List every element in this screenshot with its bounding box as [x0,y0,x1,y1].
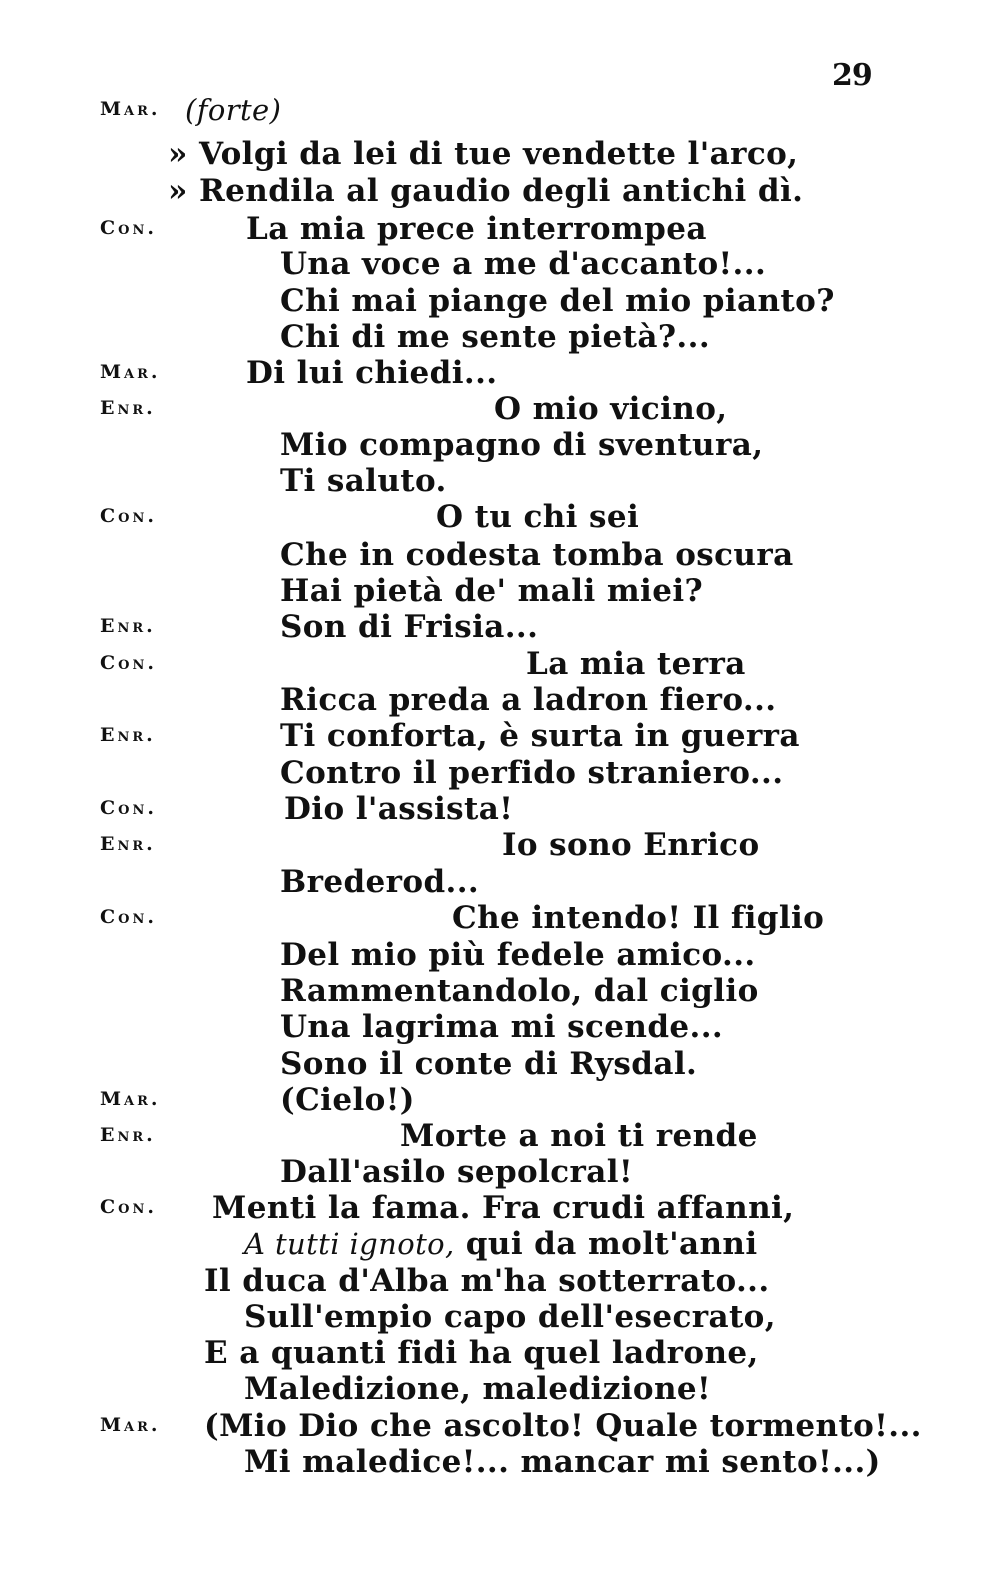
verse-line [0,718,1000,754]
verse-words: (Cielo!) [280,1082,415,1118]
verse-words: Morte a noi ti rende [400,1118,758,1154]
verse-words: Ti saluto. [280,463,447,499]
verse-text [212,1190,794,1226]
verse-line [0,1299,1000,1335]
verse-text [280,246,766,282]
verse-text [280,682,777,718]
verse-line [0,682,1000,718]
verse-words: Il duca d'Alba m'ha sotterrato... [204,1263,770,1299]
verse-words: Dall'asilo sepolcral! [280,1154,633,1190]
verse-text [280,1154,633,1190]
speaker-label: Mar. [100,1088,161,1110]
verse-line [0,1371,1000,1407]
verse-words: » Volgi da lei di tue vendette l'arco, [168,136,799,172]
verse-text [244,1444,881,1480]
verse-text [168,136,798,172]
verse-words: qui da molt'anni [454,1226,758,1262]
verse-line [0,1190,1000,1226]
verse-line [0,1154,1000,1190]
page-number: 29 [832,58,872,93]
verse-line [0,791,1000,827]
speaker-label: Con. [100,1196,157,1218]
verse-text [280,537,794,573]
verse-words: O tu chi sei [436,499,640,535]
speaker-label: Con. [100,906,157,928]
verse-words: Che in codesta tomba oscura [280,537,794,573]
verse-line [0,537,1000,573]
verse-words: Mio compagno di sventura, [280,427,764,463]
verse-line [0,92,1000,128]
verse-line [0,211,1000,247]
verse-words: Son di Frisia... [280,609,539,645]
verse-text [246,211,707,247]
speaker-label: Enr. [100,833,156,855]
speaker-label: Enr. [100,724,156,746]
verse-text [280,1082,415,1118]
verse-line [0,609,1000,645]
verse-words: La mia terra [526,646,746,682]
verse-text [280,463,447,499]
verse-words: Io sono Enrico [502,827,760,863]
verse-words: Sull'empio capo dell'esecrato, [244,1299,776,1335]
verse-line [0,646,1000,682]
verse-line [0,864,1000,900]
verse-text [244,1371,711,1407]
verse-text [204,1335,759,1371]
verse-words: Chi di me sente pietà?... [280,319,711,355]
verse-words: Ti conforta, è surta in guerra [280,718,800,754]
verse-line [0,355,1000,391]
verse-line [0,499,1000,535]
verse-words: O mio vicino, [494,391,728,427]
verse-words: Del mio più fedele amico... [280,937,756,973]
verse-text [246,355,497,391]
verse-line [0,573,1000,609]
verse-line [0,1263,1000,1299]
verse-text [244,1226,758,1262]
verse-line [0,427,1000,463]
verse-text [280,973,759,1009]
verse-text [400,1118,758,1154]
verse-text [280,864,479,900]
speaker-label: Mar. [100,98,161,120]
verse-text [168,173,803,209]
verse-line [0,1444,1000,1480]
verse-line [0,937,1000,973]
verse-words: Chi mai piange del mio pianto? [280,283,835,319]
verse-line [0,1118,1000,1154]
verse-text [494,391,728,427]
verse-words: Mi maledice!... mancar mi sento!...) [244,1444,881,1480]
verse-text [452,900,824,936]
verse-text [284,791,513,827]
verse-text [280,1009,723,1045]
speaker-label: Enr. [100,615,156,637]
verse-line [0,1082,1000,1118]
verse-words: Di lui chiedi... [246,355,498,391]
verse-line [0,755,1000,791]
verse-words: (Mio Dio che ascolto! Quale tormento!... [204,1408,922,1444]
speaker-label: Enr. [100,397,156,419]
verse-line [0,391,1000,427]
verse-words: Brederod... [280,864,480,900]
verse-line [0,283,1000,319]
stage-direction: A tutti ignoto, [244,1227,455,1261]
verse-line [0,1046,1000,1082]
verse-line [0,1408,1000,1444]
verse-line [0,1226,1000,1262]
verse-text [280,573,703,609]
verse-text [436,499,639,535]
verse-words: Ricca preda a ladron fiero... [280,682,777,718]
verse-line [0,463,1000,499]
verse-text [280,937,756,973]
verse-line [0,973,1000,1009]
verse-words: Maledizione, maledizione! [244,1371,712,1407]
verse-line [0,827,1000,863]
verse-text [204,1263,770,1299]
verse-words: Che intendo! Il figlio [452,900,825,936]
speaker-label: Enr. [100,1124,156,1146]
verse-text [502,827,760,863]
verse-words: Una lagrima mi scende... [280,1009,724,1045]
verse-text [280,609,538,645]
verse-words: Sono il conte di Rysdal. [280,1046,698,1082]
speaker-label: Con. [100,797,157,819]
verse-text [280,718,800,754]
verse-text [280,1046,697,1082]
verse-text [204,1408,922,1444]
verse-words: Rammentandolo, dal ciglio [280,973,759,1009]
verse-line [0,173,1000,209]
verse-text [185,92,281,128]
verse-words: Menti la fama. Fra crudi affanni, [212,1190,795,1226]
verse-words: La mia prece interrompea [246,211,707,247]
verse-words: Contro il perfido straniero... [280,755,784,791]
verse-text [244,1299,776,1335]
speaker-label: Con. [100,652,157,674]
verse-line [0,900,1000,936]
verse-text [280,283,835,319]
verse-words: Una voce a me d'accanto!... [280,246,767,282]
verse-text [526,646,746,682]
verse-line [0,136,1000,172]
verse-line [0,1009,1000,1045]
verse-words: Hai pietà de' mali miei? [280,573,704,609]
speaker-label: Con. [100,217,157,239]
verse-line [0,1335,1000,1371]
speaker-label: Mar. [100,361,161,383]
speaker-label: Con. [100,505,157,527]
verse-words: E a quanti fidi ha quel ladrone, [204,1335,759,1371]
verse-text [280,755,783,791]
stage-direction: (forte) [185,93,282,127]
verse-words: » Rendila al gaudio degli antichi dì. [168,173,804,209]
verse-line [0,246,1000,282]
verse-text [280,427,763,463]
verse-text [280,319,710,355]
speaker-label: Mar. [100,1414,161,1436]
verse-words: Dio l'assista! [284,791,514,827]
verse-line [0,319,1000,355]
